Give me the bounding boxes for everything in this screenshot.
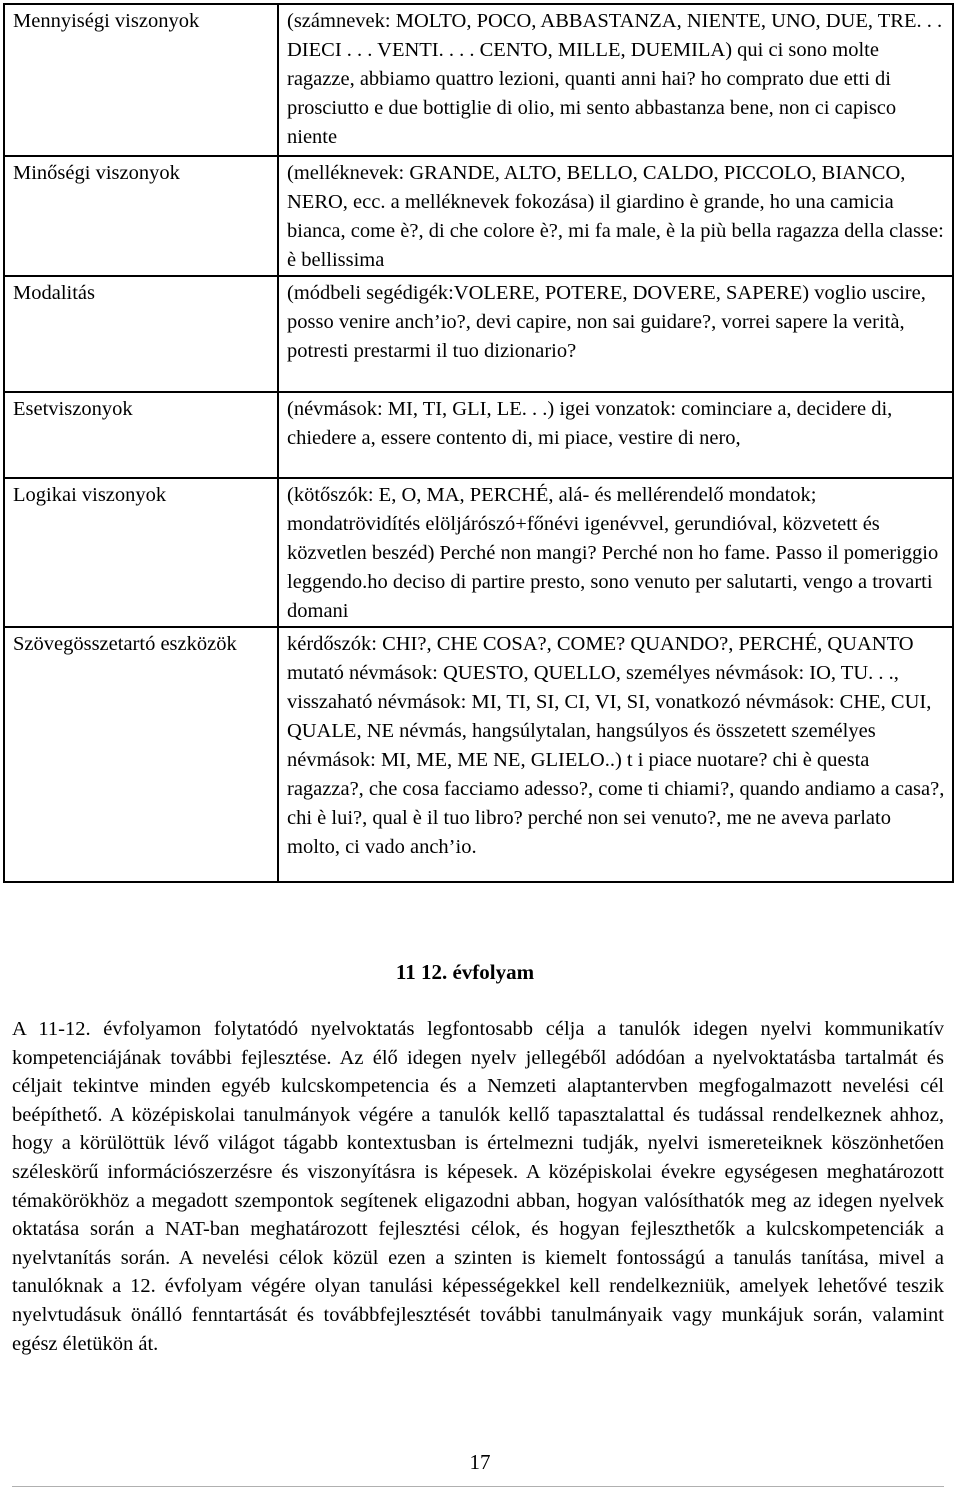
row-content: (melléknevek: GRANDE, ALTO, BELLO, CALDO, PICCOLO, BIANCO, NERO, ecc. a melléknevek fokozása) il giardino è grande, ho una camicia bianca, come è?, di che colore è?, mi fa male, è la più bella ragazza della classe: è bellissima bbox=[278, 156, 953, 276]
row-label: Modalitás bbox=[4, 276, 278, 392]
table-row bbox=[4, 276, 953, 392]
row-label: Logikai viszonyok bbox=[4, 478, 278, 627]
row-content: (számnevek: MOLTO, POCO, ABBASTANZA, NIENTE, UNO, DUE, TRE. . . DIECI . . . VENTI. . . . CENTO, MILLE, DUEMILA) qui ci sono molte ragazze, abbiamo quattro lezioni, quanti anni hai? ho comprato due etti di prosciutto e due bottiglie di olio, mi sento abbastanza bene, non ci capisco niente bbox=[278, 4, 953, 156]
row-content: (névmások: MI, TI, GLI, LE. . .) igei vonzatok: cominciare a, decidere di, chiedere a, essere contento di, mi piace, vestire di nero, bbox=[278, 392, 953, 478]
footer-divider bbox=[12, 1486, 944, 1487]
row-label: Szövegösszetartó eszközök bbox=[4, 627, 278, 882]
page-number: 17 bbox=[469, 1450, 491, 1474]
section-heading: 11 12. évfolyam bbox=[395, 960, 535, 984]
table-row bbox=[4, 4, 953, 156]
row-label: Minőségi viszonyok bbox=[4, 156, 278, 276]
content-table bbox=[3, 3, 954, 883]
row-content: (kötőszók: E, O, MA, PERCHÉ, alá- és mellérendelő mondatok; mondatrövidítés elöljárószó+főnévi igenévvel, gerundióval, közvetett és közvetlen beszéd) Perché non mangi? Perché non ho fame. Passo il pomeriggio leggendo.ho deciso di partire presto, sono venuto per salutarti, vengo a trovarti domani bbox=[278, 478, 953, 627]
table-row bbox=[4, 156, 953, 276]
row-content: kérdőszók: CHI?, CHE COSA?, COME? QUANDO?, PERCHÉ, QUANTO mutató névmások: QUESTO, QUELLO, személyes névmások: IO, TU. . ., visszaható névmások: MI, TI, SI, CI, VI, SI, vonatkozó névmások: CHE, CUI, QUALE, NE névmás, hangsúlytalan, hangsúlyos és összetett személyes névmások: MI, ME, ME NE, GLIELO..) t i piace nuotare? chi è questa ragazza?, che cosa facciamo adesso?, come ti chiami?, quando andiamo a casa?, chi è lui?, qual è il tuo libro? perché non sei venuto?, me ne aveva parlato molto, ci vado anch’io. bbox=[278, 627, 953, 882]
table-row bbox=[4, 627, 953, 882]
row-label: Esetviszonyok bbox=[4, 392, 278, 478]
table-row bbox=[4, 392, 953, 478]
row-content: (módbeli segédigék:VOLERE, POTERE, DOVERE, SAPERE) voglio uscire, posso venire anch’io?, devi capire, non sai guidare?, vorrei sapere la verità, potresti prestarmi il tuo dizionario? bbox=[278, 276, 953, 392]
body-paragraph: A 11-12. évfolyamon folytatódó nyelvoktatás legfontosabb célja a tanulók idegen nyelvi kommunikatív kompetenciájának további fejlesztése. Az élő idegen nyelv jellegéből adódóan a nyelvoktatásba tartalmát és céljait tekintve minden egyéb kulcskompetencia és a Nemzeti alaptantervben megfogalmazott nevelési cél beépíthető. A középiskolai tanulmányok végére a tanulók kellő tapasztalattal és tudással rendelkeznek ahhoz, hogy a körülöttük lévő világot tágabb kontextusban is értelmezni tudják, nyelvi ismereteiknek köszönhetően széleskörű információszerzésre és viszonyításra is képesek. A középiskolai évekre egységesen meghatározott témakörökhöz a megadott szempontok segítenek eligazodni abban, hogyan valósíthatók meg az idegen nyelvek oktatása során a NAT-ban meghatározott fejlesztési célok, és hogyan fejleszthetők a kulcskompetenciák a nyelvtanítás során. A nevelési célok közül ezen a szinten is kiemelt fontosságú a tanulás tanítása, mivel a tanulóknak a 12. évfolyam végére olyan tanulási képességekkel kell rendelkezniük, amelyek lehetővé teszik nyelvtudásuk önálló fenntartását és továbbfejlesztését további tanulmányaik vagy munkájuk során, valamint egész életükön át. bbox=[12, 1018, 944, 1355]
row-label: Mennyiségi viszonyok bbox=[4, 4, 278, 156]
table-row bbox=[4, 478, 953, 627]
